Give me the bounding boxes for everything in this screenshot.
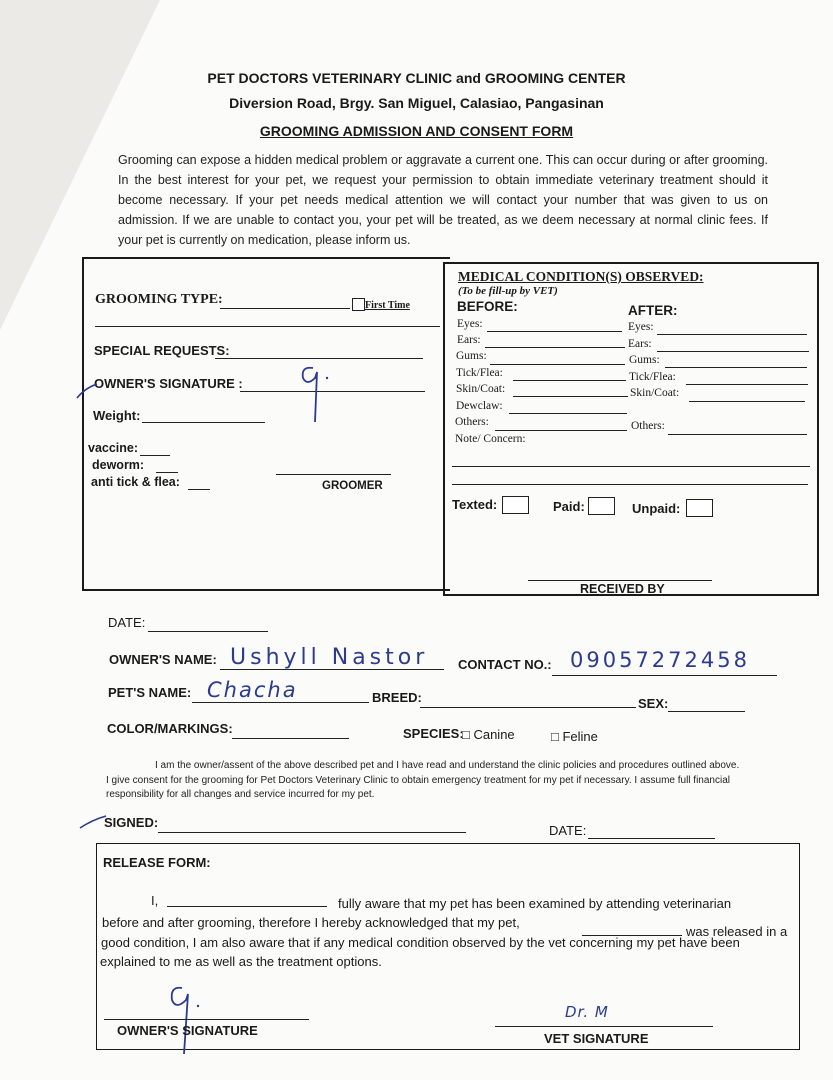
before-dewclaw-field[interactable] [509, 413, 627, 414]
clinic-name: PET DOCTORS VETERINARY CLINIC and GROOMING CENTER [207, 70, 626, 86]
texted-checkbox[interactable] [502, 496, 529, 514]
special-requests-field[interactable] [215, 358, 423, 359]
before-gums-field[interactable] [490, 364, 625, 365]
release-text-4: explained to me as well as the treatment options. [100, 954, 382, 969]
signed-field[interactable] [158, 832, 466, 833]
color-markings-field[interactable] [232, 738, 349, 739]
pets-name-field[interactable] [192, 702, 369, 703]
owner-signature-label: OWNER'S SIGNATURE [117, 1023, 258, 1038]
after-gums-label: Gums: [629, 354, 660, 366]
owners-signature-label: OWNER'S SIGNATURE : [94, 376, 243, 391]
groomer-label: GROOMER [322, 480, 383, 492]
after-ears-field[interactable] [657, 351, 809, 352]
unpaid-label: Unpaid: [632, 501, 681, 516]
contact-value: 09057272458 [570, 648, 750, 672]
before-eyes-field[interactable] [487, 331, 622, 332]
release-owner-signature [160, 980, 220, 1060]
form-title: GROOMING ADMISSION AND CONSENT FORM [259, 123, 574, 139]
signed-label: SIGNED: [104, 815, 159, 830]
vet-signature-line[interactable] [495, 1026, 713, 1027]
before-tick-field[interactable] [513, 380, 626, 381]
note-concern-label: Note/ Concern: [455, 433, 526, 445]
paid-checkbox[interactable] [588, 497, 615, 515]
feline-option[interactable]: □ Feline [551, 729, 598, 744]
consent-date-field[interactable] [588, 838, 715, 839]
signed-mark [78, 812, 118, 832]
species-label: SPECIES: [403, 726, 464, 741]
release-text-1: fully aware that my pet has been examined by attending veterinarian [338, 896, 732, 911]
grooming-type-line-2 [95, 326, 440, 327]
consent-line-1: I am the owner/assent of the above described pet and I have read and understand the clinic policies and procedures outlined above. [155, 760, 740, 771]
note-line-1[interactable] [452, 466, 810, 467]
received-by-field[interactable] [528, 580, 712, 581]
vet-signature-value: Dr. M [565, 1003, 609, 1021]
before-skin-label: Skin/Coat: [456, 383, 506, 395]
before-tick-label: Tick/Flea: [456, 367, 503, 379]
grooming-type-field[interactable] [220, 308, 350, 309]
note-line-2[interactable] [452, 484, 808, 485]
consent-line-3: responsibility for all changes and service incurred for my pet. [106, 789, 375, 800]
release-text-2b: was released in a [686, 924, 788, 939]
first-time-checkbox[interactable] [352, 298, 365, 311]
release-title: RELEASE FORM: [103, 855, 211, 870]
sex-field[interactable] [668, 711, 745, 712]
after-others-field[interactable] [668, 434, 807, 435]
anti-tick-field[interactable] [188, 489, 210, 490]
intro-paragraph: Grooming can expose a hidden medical problem or aggravate a current one. This can occur during or after grooming. In the best interest for your pet, we request your permission to obtain immediate veterinary treatment should it become necessary. If your pet needs medical attention we will contact your number that was given to us on admission. If we are unable to contact you, your pet will be treated, as we deem necessary at normal clinic fees. If your pet is currently on medication, please inform us. [118, 153, 768, 247]
groomer-field[interactable] [276, 474, 391, 475]
paid-label: Paid: [553, 499, 585, 514]
consent-line-2: I give consent for the grooming for Pet Doctors Veterinary Clinic to obtain emergency treatment for my pet if necessary. I assume full financial [106, 775, 730, 786]
after-label: AFTER: [628, 303, 678, 318]
after-eyes-field[interactable] [657, 334, 807, 335]
breed-label: BREED: [372, 690, 422, 705]
before-eyes-label: Eyes: [457, 318, 483, 330]
unpaid-checkbox[interactable] [686, 499, 713, 517]
release-text-3: good condition, I am also aware that if any medical condition observed by the vet concerning my pet have been [101, 935, 740, 950]
deworm-field[interactable] [156, 472, 178, 473]
breed-field[interactable] [420, 707, 636, 708]
texted-label: Texted: [452, 497, 498, 512]
vaccine-field[interactable] [140, 455, 170, 456]
received-by-label: RECEIVED BY [580, 582, 665, 596]
after-tick-label: Tick/Flea: [629, 371, 676, 383]
date-label: DATE: [108, 615, 146, 630]
medical-subtitle: (To be fill-up by VET) [458, 285, 558, 297]
owner-signature-line[interactable] [104, 1019, 309, 1020]
after-skin-field[interactable] [689, 401, 805, 402]
pets-name-value: Chacha [207, 678, 298, 702]
deworm-label: deworm: [92, 458, 145, 472]
weight-label: Weight: [93, 408, 141, 423]
before-others-label: Others: [455, 416, 489, 428]
weight-field[interactable] [142, 422, 265, 423]
anti-tick-label: anti tick & flea: [91, 475, 180, 489]
after-gums-field[interactable] [665, 367, 807, 368]
after-others-label: Others: [631, 420, 665, 432]
medical-title: MEDICAL CONDITION(S) OBSERVED: [458, 269, 704, 284]
pets-name-label: PET'S NAME: [108, 685, 192, 700]
special-requests-label: SPECIAL REQUESTS: [94, 343, 230, 358]
contact-label: CONTACT NO.: [458, 657, 552, 672]
release-name-field[interactable] [167, 906, 327, 907]
after-skin-label: Skin/Coat: [630, 387, 680, 399]
owners-name-label: OWNER'S NAME: [109, 652, 217, 667]
vaccine-label: vaccine: [88, 441, 139, 455]
vet-signature-label: VET SIGNATURE [544, 1031, 649, 1046]
canine-option[interactable]: □ Canine [462, 727, 515, 742]
after-eyes-label: Eyes: [628, 321, 654, 333]
before-dewclaw-label: Dewclaw: [456, 400, 503, 412]
after-tick-field[interactable] [686, 384, 808, 385]
color-markings-label: COLOR/MARKINGS: [107, 721, 233, 736]
contact-field[interactable] [552, 675, 777, 676]
first-time-label: First Time [365, 300, 410, 311]
grooming-type-label: GROOMING TYPE: [95, 292, 223, 307]
date-field[interactable] [148, 631, 268, 632]
release-text-2a: before and after grooming, therefore I hereby acknowledged that my pet, [102, 915, 520, 930]
before-ears-label: Ears: [457, 334, 481, 346]
sex-label: SEX: [638, 696, 669, 711]
before-gums-label: Gums: [456, 350, 487, 362]
after-ears-label: Ears: [628, 338, 652, 350]
before-skin-field[interactable] [513, 396, 628, 397]
before-others-field[interactable] [495, 430, 627, 431]
clinic-address: Diversion Road, Brgy. San Miguel, Calasiao, Pangasinan [229, 95, 604, 111]
release-i: I, [151, 893, 159, 908]
before-label: BEFORE: [457, 299, 518, 314]
owners-name-value: Ushyll Nastor [230, 645, 429, 670]
consent-date-label: DATE: [549, 823, 587, 838]
before-ears-field[interactable] [485, 347, 625, 348]
